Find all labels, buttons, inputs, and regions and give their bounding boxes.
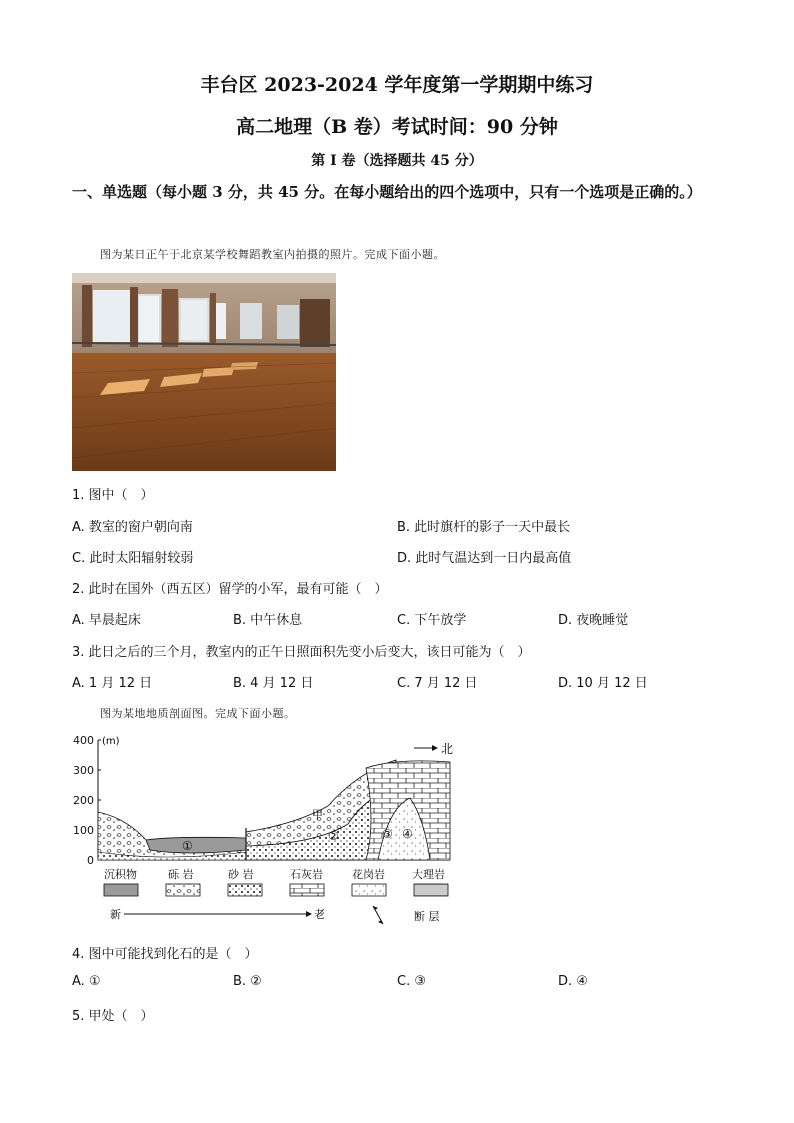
question-2-stem: 2. 此时在国外（西五区）留学的小军，最有可能（ ） xyxy=(72,582,388,597)
label-4: ④ xyxy=(402,827,413,841)
q2-option-c: C. 下午放学 xyxy=(397,613,467,628)
legend-sandstone: 砂 岩 xyxy=(228,868,254,881)
section-title: 第 I 卷（选择题共 45 分） xyxy=(311,153,483,169)
legend-granite: 花岗岩 xyxy=(352,868,385,881)
y-tick-300: 300 xyxy=(73,764,94,777)
question-5-stem: 5. 甲处（ ） xyxy=(72,1009,154,1024)
y-tick-400: 400 xyxy=(73,734,94,747)
q3-option-a: A. 1 月 12 日 xyxy=(72,676,153,691)
exam-title: 丰台区 2023-2024 学年度第一学期期中练习 xyxy=(200,74,594,96)
question-1-stem: 1. 图中（ ） xyxy=(72,488,154,503)
north-label: 北 xyxy=(441,742,454,756)
q4-option-c: C. ③ xyxy=(397,974,426,989)
q4-option-b: B. ② xyxy=(233,974,262,989)
new-label: 新 xyxy=(110,908,121,921)
q2-option-a: A. 早晨起床 xyxy=(72,613,141,628)
legend-conglomerate: 砾 岩 xyxy=(168,868,194,881)
label-3: ③ xyxy=(382,827,393,841)
legend-limestone: 石灰岩 xyxy=(290,868,323,881)
q2-option-d: D. 夜晚睡觉 xyxy=(558,613,629,628)
q1-option-c: C. 此时太阳辐射较弱 xyxy=(72,551,194,566)
question-3-stem: 3. 此日之后的三个月，教室内的正午日照面积先变小后变大，该日可能为（ ） xyxy=(72,645,531,660)
old-label: 老 xyxy=(314,908,325,921)
label-1: ① xyxy=(182,839,193,853)
classroom-photo xyxy=(72,273,336,471)
q3-option-d: D. 10 月 12 日 xyxy=(558,676,648,691)
fault-label: 断 层 xyxy=(414,910,440,923)
q1-option-a: A. 教室的窗户朝向南 xyxy=(72,520,193,535)
q1-option-b: B. 此时旗杆的影子一天中最长 xyxy=(397,520,571,535)
y-tick-0: 0 xyxy=(87,854,94,867)
geologic-section-figure xyxy=(66,728,466,928)
label-2: ② xyxy=(328,829,339,843)
y-unit: (m) xyxy=(102,736,120,747)
exam-subtitle: 高二地理（B 卷）考试时间：90 分钟 xyxy=(236,116,558,138)
q2-option-b: B. 中午休息 xyxy=(233,613,303,628)
q4-option-d: D. ④ xyxy=(558,974,588,989)
material-2-text: 图为某地地质剖面图。完成下面小题。 xyxy=(100,707,296,720)
y-tick-100: 100 xyxy=(73,824,94,837)
legend-marble: 大理岩 xyxy=(412,868,445,881)
y-tick-200: 200 xyxy=(73,794,94,807)
legend-sediment: 沉积物 xyxy=(104,868,137,881)
q3-option-b: B. 4 月 12 日 xyxy=(233,676,314,691)
question-4-stem: 4. 图中可能找到化石的是（ ） xyxy=(72,947,258,962)
q3-option-c: C. 7 月 12 日 xyxy=(397,676,478,691)
material-1-text: 图为某日正午于北京某学校舞蹈教室内拍摄的照片。完成下面小题。 xyxy=(100,248,445,261)
q4-option-a: A. ① xyxy=(72,974,101,989)
part1-heading: 一、单选题（每小题 3 分，共 45 分。在每小题给出的四个选项中，只有一个选项是正确的。） xyxy=(72,183,702,201)
q1-option-d: D. 此时气温达到一日内最高值 xyxy=(397,551,572,566)
jia-label: 甲 xyxy=(312,808,323,821)
